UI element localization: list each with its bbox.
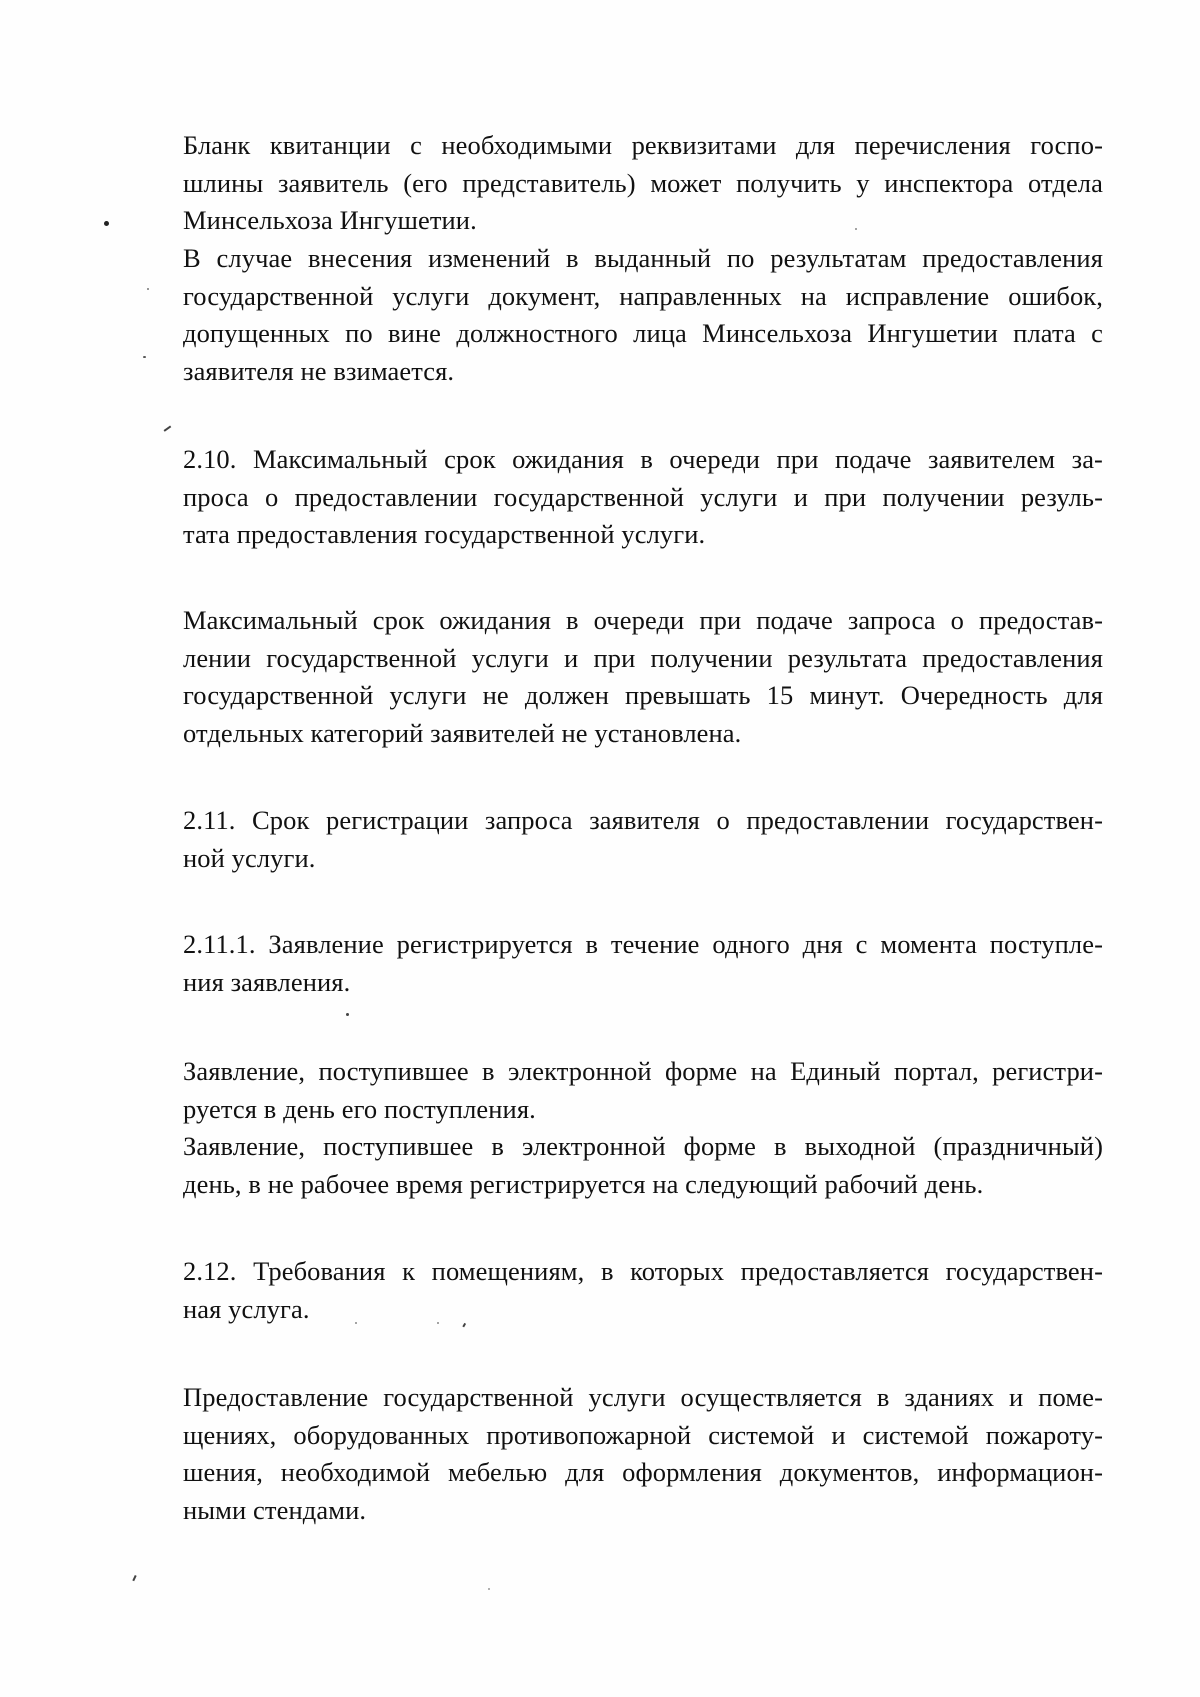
scan-speck [488,1588,490,1590]
text-line: 2.11.1. Заявление регистрируется в течение одного дня с момента поступле- [183,929,1103,959]
text-line: шлины заявитель (его представитель) может получить у инспектора отдела [183,167,1103,198]
text-line: заявителя не взимается. [183,355,455,386]
text-line: лении государственной услуги и при получении результата предоставления [183,642,1103,673]
text-line: допущенных по вине должностного лица Минсельхоза Ингушетии плата с [183,318,1103,348]
text-line: 2.11. Срок регистрации запроса заявителя о предоставлении государствен- [183,805,1103,835]
scan-speck [147,288,149,290]
text-line: государственной услуги не должен превышать 15 минут. Очередность для [183,680,1103,710]
text-line: проса о предоставлении государственной услуги и при получении резуль- [183,481,1103,512]
text-line: 2.10. Максимальный срок ожидания в очереди при подаче заявителем за- [183,444,1103,474]
scan-speck [104,221,109,226]
scan-mark [132,1575,136,1581]
section-heading-2-11 [183,802,1103,877]
paragraph-corrections-no-fee [183,240,1103,390]
paragraph-max-wait-time [183,602,1103,752]
paragraph-holiday-registration [183,1128,1103,1203]
text-line: Заявление, поступившее в электронной форме в выходной (праздничный) [183,1131,1103,1161]
paragraph-fee-receipt [183,127,1103,240]
text-line: шения, необходимой мебелью для оформления документов, информацион- [183,1457,1103,1487]
scan-speck [855,228,857,230]
text-line: отдельных категорий заявителей не установлена. [183,717,742,748]
text-line: ными стендами. [183,1494,367,1525]
text-line: тата предоставления государственной услуги. [183,519,706,549]
text-line: Максимальный срок ожидания в очереди при подаче запроса о предостав- [183,605,1103,635]
section-heading-2-10 [183,441,1103,554]
text-line: ния заявления. [183,966,351,997]
text-line: ная услуга. [183,1293,310,1324]
text-line: Минсельхоза Ингушетии. [183,205,477,235]
scan-speck [437,1322,439,1324]
paragraph-portal-registration [183,1053,1103,1128]
text-line: Бланк квитанции с необходимыми реквизитами для перечисления госпо- [183,130,1103,160]
text-line: руется в день его поступления. [183,1093,536,1124]
text-line: 2.12. Требования к помещениям, в которых предоставляется государствен- [183,1256,1103,1286]
section-heading-2-12 [183,1253,1103,1328]
text-line: Заявление, поступившее в электронной форме на Единый портал, регистри- [183,1056,1103,1086]
text-line: щениях, оборудованных противопожарной системой и системой пожароту- [183,1419,1103,1450]
section-2-11-1 [183,926,1103,1001]
text-line: В случае внесения изменений в выданный по результатам предоставления [183,243,1103,273]
text-line: день, в не рабочее время регистрируется на следующий рабочий день. [183,1168,984,1199]
paragraph-premises-requirements [183,1379,1103,1529]
text-line: ной услуги. [183,842,316,873]
scan-speck [346,1013,349,1016]
scan-speck [355,1322,357,1324]
scan-speck [143,356,146,358]
text-line: государственной услуги документ, направленных на исправление ошибок, [183,280,1103,311]
scan-mark [164,426,171,432]
text-line: Предоставление государственной услуги осуществляется в зданиях и поме- [183,1382,1103,1412]
